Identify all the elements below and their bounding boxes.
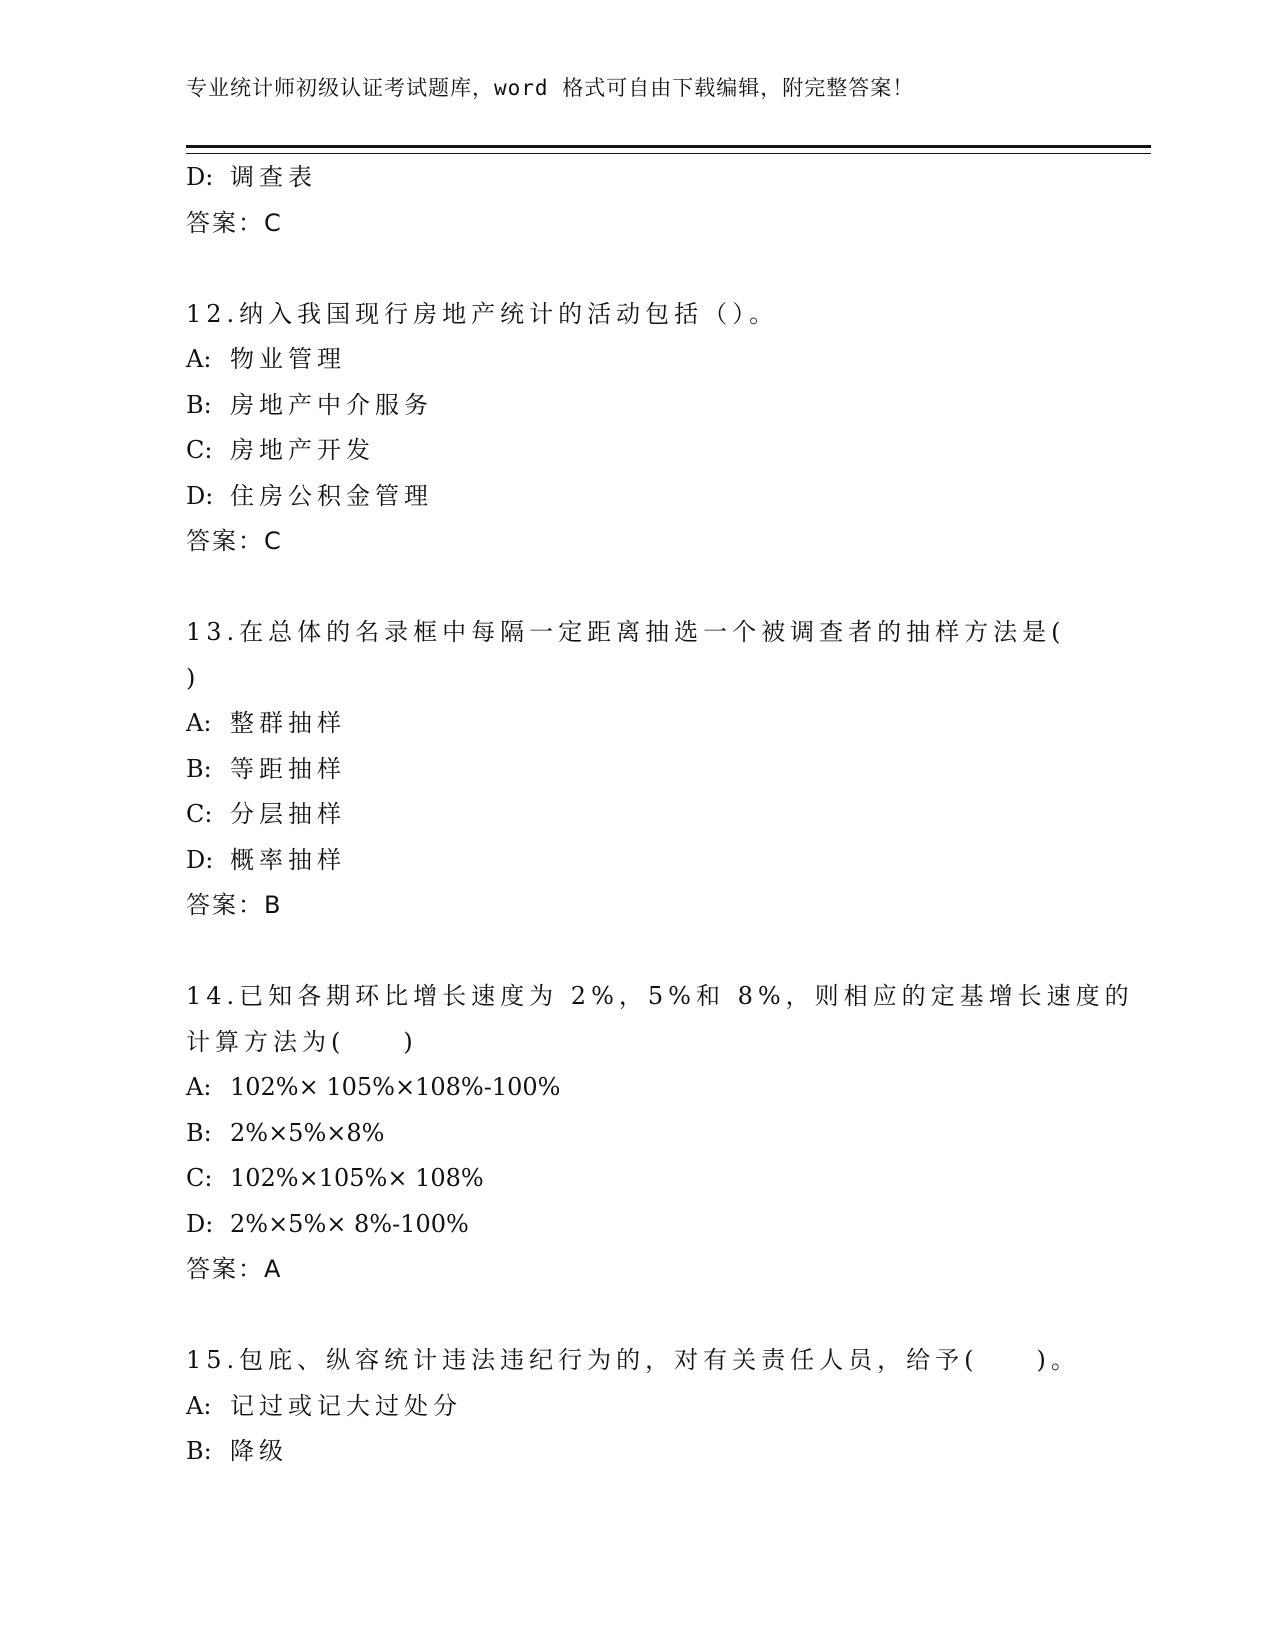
option-a	[186, 1384, 1066, 1430]
option-label: B:	[186, 1437, 212, 1465]
option-a	[186, 1065, 1066, 1111]
spacer	[186, 246, 1066, 292]
option-b	[186, 1111, 1066, 1157]
option-d	[186, 474, 1066, 520]
option-label: C:	[186, 1164, 213, 1192]
option-text: 2%×5%× 8%-100%	[230, 1209, 469, 1238]
option-text: 降级	[230, 1437, 288, 1465]
option-c	[186, 792, 1066, 838]
question-stem: 14.已知各期环比增长速度为 2%，5%和 8%，则相应的定基增长速度的	[186, 982, 1134, 1010]
option-label: D:	[186, 845, 214, 874]
option-text: 调查表	[230, 163, 317, 191]
option-label: B:	[186, 754, 212, 783]
question-stem-continued: 计算方法为( )	[186, 1027, 418, 1056]
option-label: B:	[186, 1118, 212, 1147]
spacer	[186, 1293, 1066, 1339]
question-stem: 15.包庇、纵容统计违法违纪行为的，对有关责任人员，给予( )。	[186, 1346, 1080, 1374]
spacer	[186, 929, 1066, 975]
option-label: D:	[186, 1209, 214, 1238]
header-divider	[186, 145, 1151, 154]
option-label: C:	[186, 436, 213, 464]
option-label: D:	[186, 481, 214, 510]
option-label: A:	[186, 1391, 212, 1420]
question-stem-continued: )	[186, 663, 201, 692]
answer: 答案：C	[186, 527, 283, 555]
option-text: 等距抽样	[230, 754, 346, 783]
answer: 答案：B	[186, 891, 283, 919]
document-body	[186, 155, 1134, 1475]
option-a	[186, 337, 1066, 383]
option-a	[186, 701, 1066, 747]
option-c	[186, 1156, 1066, 1202]
option-d	[186, 838, 1066, 884]
option-label: B:	[186, 390, 212, 419]
option-text: 2%×5%×8%	[230, 1118, 385, 1147]
option-label: A:	[186, 1073, 212, 1101]
option-text: 概率抽样	[230, 845, 346, 874]
option-text: 房地产中介服务	[230, 390, 433, 419]
option-text: 分层抽样	[230, 800, 346, 828]
option-b	[186, 747, 1066, 793]
option-text: 物业管理	[230, 345, 346, 373]
option-b	[186, 1429, 1066, 1475]
question-stem: 13.在总体的名录框中每隔一定距离抽选一个被调查者的抽样方法是(	[186, 618, 1066, 646]
option-c	[186, 428, 1066, 474]
option-label: D:	[186, 163, 214, 191]
answer: 答案：A	[186, 1255, 283, 1283]
option-text: 102%× 105%×108%-100%	[230, 1073, 561, 1101]
spacer	[186, 565, 1066, 611]
option-text: 记过或记大过处分	[230, 1391, 462, 1420]
option-text: 住房公积金管理	[230, 481, 433, 510]
option-label: C:	[186, 800, 213, 828]
option-d	[186, 155, 1066, 201]
option-b	[186, 383, 1066, 429]
option-text: 102%×105%× 108%	[230, 1164, 484, 1192]
option-d	[186, 1202, 1066, 1248]
option-text: 整群抽样	[230, 709, 346, 737]
answer: 答案：C	[186, 208, 283, 237]
question-stem: 12.纳入我国现行房地产统计的活动包括（）。	[186, 299, 779, 328]
page-header: 专业统计师初级认证考试题库，word 格式可自由下载编辑，附完整答案！	[186, 76, 915, 100]
option-label: A:	[186, 709, 212, 737]
option-label: A:	[186, 345, 212, 373]
option-text: 房地产开发	[230, 436, 375, 464]
